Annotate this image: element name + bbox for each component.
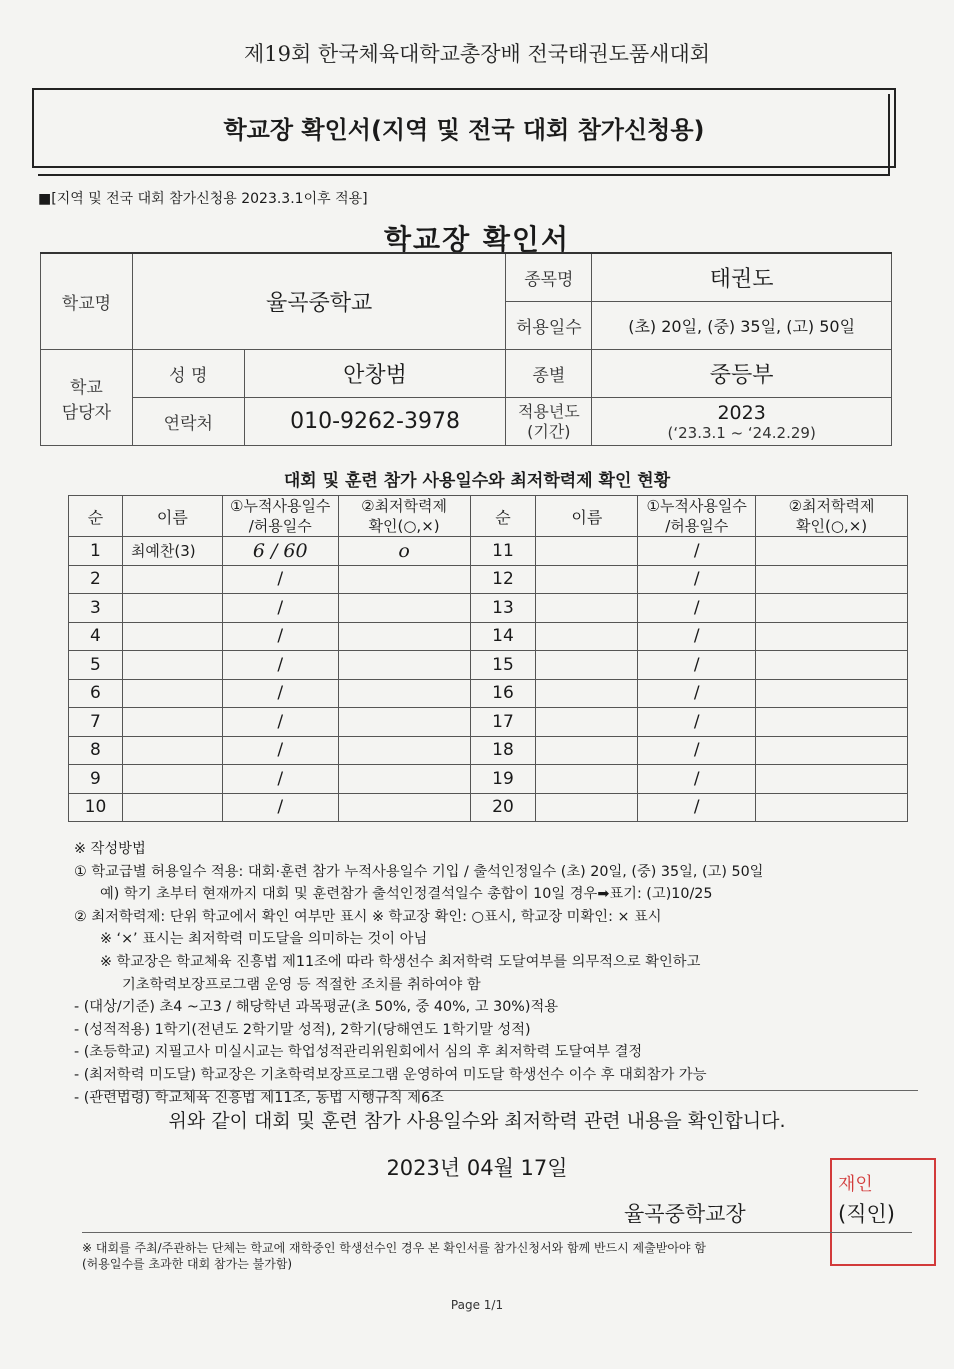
header-name: 이름 <box>122 496 222 537</box>
row-no: 4 <box>69 622 123 651</box>
note-line: ① 학교급별 허용일수 적용: 대회·훈련 참가 누적사용일수 기입 / 출석인정일수 (초) 20일, (중) 35일, (고) 50일 <box>74 863 764 880</box>
row-no: 17 <box>470 708 536 737</box>
header-min-2: ②최저학력제 확인(○,×) <box>756 496 908 537</box>
row-min <box>756 708 908 737</box>
row-no: 16 <box>470 679 536 708</box>
period-value: (‘23.3.1 ~ ‘24.2.29) <box>667 423 816 442</box>
header-name-2: 이름 <box>536 496 638 537</box>
contact-label: 연락처 <box>132 398 244 446</box>
row-days: / <box>638 765 756 794</box>
name-value: 안창범 <box>244 350 506 398</box>
row-no: 2 <box>69 565 123 594</box>
row-no: 6 <box>69 679 123 708</box>
row-no: 9 <box>69 765 123 794</box>
row-no: 15 <box>470 651 536 680</box>
row-min <box>756 565 908 594</box>
row-days: / <box>638 537 756 566</box>
row-days: / <box>222 679 338 708</box>
row-no: 8 <box>69 736 123 765</box>
roster-table <box>68 495 908 822</box>
note-line: - (최저학력 미도달) 학교장은 기초학력보장프로그램 운영하여 미도달 학생선수 이수 후 대회참가 가능 <box>74 1066 707 1083</box>
row-name <box>122 708 222 737</box>
row-days: / <box>222 594 338 623</box>
school-value: 율곡중학교 <box>132 253 506 350</box>
row-min <box>756 622 908 651</box>
row-min <box>756 736 908 765</box>
header-no: 순 <box>69 496 123 537</box>
row-days: / <box>638 622 756 651</box>
row-no: 1 <box>69 537 123 566</box>
note-line: - (성적적용) 1학기(전년도 2학기말 성적), 2학기(당해연도 1학기말 성적) <box>74 1021 531 1038</box>
status-title: 대회 및 훈련 참가 사용일수와 최저학력제 확인 현황 <box>283 471 671 491</box>
header-no-2: 순 <box>470 496 536 537</box>
row-name <box>536 765 638 794</box>
event-title: 제19회 한국체육대학교총장배 전국태권도품새대회 <box>243 42 711 66</box>
table-row <box>69 594 908 623</box>
table-row <box>69 793 908 822</box>
row-days: / <box>222 708 338 737</box>
date: 2023년 04월 17일 <box>386 1156 568 1180</box>
row-days: / <box>638 594 756 623</box>
header-min: ②최저학력제 확인(○,×) <box>338 496 470 537</box>
row-min <box>338 736 470 765</box>
note-line: - (대상/기준) 초4 ~고3 / 해당학년 과목평균(초 50%, 중 40%, 고 30%)적용 <box>74 999 559 1016</box>
confirm-text: 위와 같이 대회 및 훈련 참가 사용일수와 최저학력 관련 내용을 확인합니다. <box>168 1110 786 1132</box>
page-number: Page 1/1 <box>450 1298 504 1312</box>
row-min <box>338 594 470 623</box>
footnote <box>82 1240 706 1272</box>
allowed-days-label: 허용일수 <box>506 302 592 350</box>
note-line: 예) 학기 초부터 현재까지 대회 및 훈련참가 출석인정결석일수 총합이 10일 경우➡표기: (고)10/25 <box>100 886 713 903</box>
row-min <box>338 708 470 737</box>
row-min <box>338 765 470 794</box>
contact-value: 010-9262-3978 <box>244 398 506 446</box>
table-row <box>69 736 908 765</box>
table-row <box>69 765 908 794</box>
note-line: - (초등학교) 지필고사 미실시교는 학업성적관리위원회에서 심의 후 최저학력 도달여부 결정 <box>74 1044 643 1061</box>
row-days: / <box>222 622 338 651</box>
header-days-2: ①누적사용일수 /허용일수 <box>638 496 756 537</box>
row-min <box>338 622 470 651</box>
row-min <box>338 679 470 708</box>
row-min <box>756 765 908 794</box>
row-days: / <box>638 736 756 765</box>
sub-header: ■[지역 및 전국 대회 참가신청용 2023.3.1이후 적용] <box>38 191 368 207</box>
category-label: 종별 <box>506 350 592 398</box>
row-name <box>122 565 222 594</box>
row-days: / <box>222 565 338 594</box>
row-no: 11 <box>470 537 536 566</box>
note-line: 기초학력보장프로그램 운영 등 적절한 조치를 취하여야 함 <box>122 976 481 993</box>
title-box <box>32 88 896 168</box>
row-name <box>122 594 222 623</box>
year-label: 적용년도 (기간) <box>506 398 592 446</box>
row-days: / <box>638 679 756 708</box>
category-value: 중등부 <box>592 350 892 398</box>
row-name <box>536 679 638 708</box>
row-name <box>122 622 222 651</box>
row-days: / <box>222 765 338 794</box>
manager-label: 학교 담당자 <box>41 350 133 446</box>
row-no: 13 <box>470 594 536 623</box>
box-title: 학교장 확인서(지역 및 전국 대회 참가신청용) <box>223 116 705 144</box>
row-days: 6 / 60 <box>222 537 338 566</box>
row-no: 5 <box>69 651 123 680</box>
divider <box>96 1090 918 1091</box>
row-no: 20 <box>470 793 536 822</box>
row-name <box>536 651 638 680</box>
row-days: / <box>222 651 338 680</box>
row-no: 12 <box>470 565 536 594</box>
row-name <box>122 736 222 765</box>
note-line: - (관련법령) 학교체육 진흥법 제11조, 동법 시행규칙 제6조 <box>74 1089 444 1106</box>
year-value: 2023 <box>717 401 766 424</box>
row-days: / <box>638 651 756 680</box>
event-value: 태권도 <box>592 253 892 302</box>
table-row <box>69 537 908 566</box>
notes <box>74 838 904 1109</box>
row-name <box>536 594 638 623</box>
notes-heading: ※ 작성방법 <box>74 841 146 857</box>
row-name <box>536 736 638 765</box>
row-no: 10 <box>69 793 123 822</box>
doc-title: 학교장 확인서 <box>383 223 571 256</box>
row-name <box>122 651 222 680</box>
row-name <box>536 708 638 737</box>
table-row <box>69 679 908 708</box>
allowed-days-value: (초) 20일, (중) 35일, (고) 50일 <box>592 302 892 350</box>
row-name <box>122 679 222 708</box>
row-min <box>756 651 908 680</box>
row-name <box>536 793 638 822</box>
row-name <box>536 565 638 594</box>
name-label: 성 명 <box>132 350 244 398</box>
row-no: 19 <box>470 765 536 794</box>
row-min <box>756 537 908 566</box>
school-label: 학교명 <box>41 253 133 350</box>
row-days: / <box>222 793 338 822</box>
row-min <box>756 594 908 623</box>
note-line: ② 최저학력제: 단위 학교에서 확인 여부만 표시 ※ 학교장 확인: ○표시, 학교장 미확인: × 표시 <box>74 908 662 925</box>
divider <box>82 1232 912 1233</box>
info-table <box>40 252 892 446</box>
table-row <box>69 651 908 680</box>
row-no: 7 <box>69 708 123 737</box>
year-cell <box>592 398 892 446</box>
table-row <box>69 708 908 737</box>
row-min <box>338 793 470 822</box>
seal-label: (직인) <box>838 1202 895 1226</box>
event-label: 종목명 <box>506 253 592 302</box>
note-line: ※ ‘×’ 표시는 최저학력 미도달을 의미하는 것이 아님 <box>100 931 428 948</box>
row-days: / <box>222 736 338 765</box>
row-name <box>536 622 638 651</box>
row-no: 14 <box>470 622 536 651</box>
footnote-line-1: ※ 대회를 주최/주관하는 단체는 학교에 재학중인 학생선수인 경우 본 확인서를 참가신청서와 함께 반드시 제출받아야 함 <box>82 1241 706 1255</box>
note-line: ※ 학교장은 학교체육 진흥법 제11조에 따라 학생선수 최저학력 도달여부를 의무적으로 확인하고 <box>100 953 701 970</box>
stamp-text: 재인 <box>838 1174 873 1195</box>
footnote-line-2: (허용일수를 초과한 대회 참가는 불가함) <box>82 1257 293 1271</box>
row-no: 3 <box>69 594 123 623</box>
row-days: / <box>638 708 756 737</box>
signer: 율곡중학교장 <box>624 1202 746 1226</box>
row-min <box>756 793 908 822</box>
row-min <box>338 565 470 594</box>
row-days: / <box>638 793 756 822</box>
row-min: o <box>338 537 470 566</box>
row-min <box>338 651 470 680</box>
row-days: / <box>638 565 756 594</box>
header-days: ①누적사용일수 /허용일수 <box>222 496 338 537</box>
row-name <box>536 537 638 566</box>
row-name <box>122 765 222 794</box>
table-row <box>69 622 908 651</box>
row-min <box>756 679 908 708</box>
row-no: 18 <box>470 736 536 765</box>
row-name <box>122 793 222 822</box>
row-name: 최예찬(3) <box>122 537 222 566</box>
table-row <box>69 565 908 594</box>
